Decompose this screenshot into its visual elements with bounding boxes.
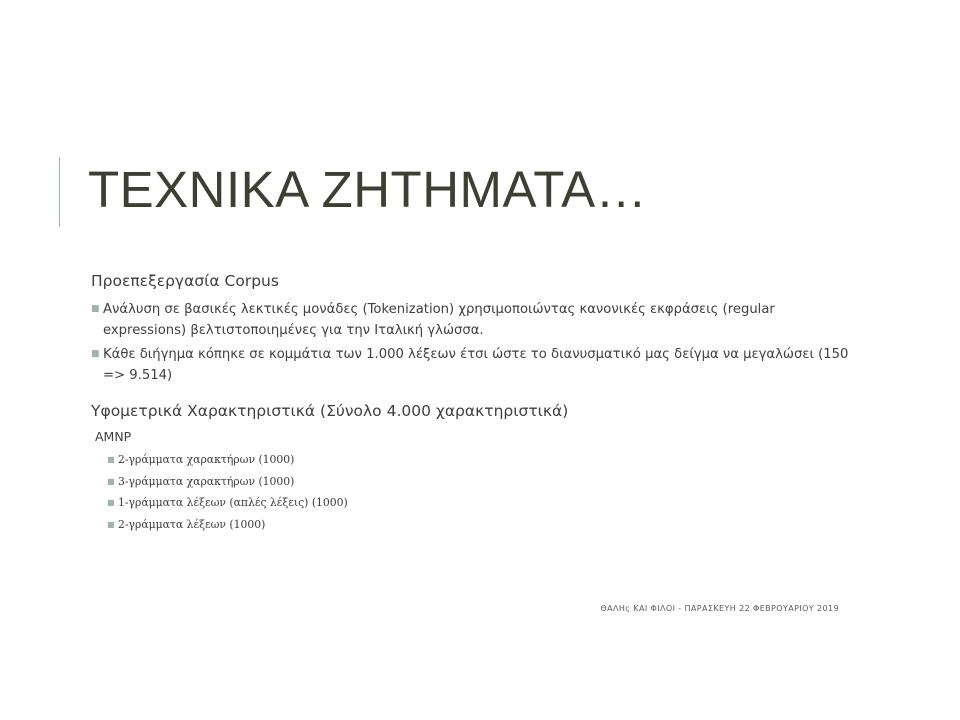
list-item-text: Κάθε διήγημα κόπηκε σε κομμάτια των 1.000 λέξεων έτσι ώστε το διανυσματικό μας δείγμα να μεγαλώσει (150 => 9.514) [103,347,849,383]
slide-title: ΤΕΧΝΙΚΑ ΖΗΤΗΜΑΤΑ… [88,161,648,218]
bullet-icon: ■ [107,476,115,486]
list-item-text: 2-γράμματα λέξεων (1000) [118,517,266,531]
bullet-icon: ■ [91,349,100,359]
list-item-text: Ανάλυση σε βασικές λεκτικές μονάδες (Tokenization) χρησιμοποιώντας κανονικές εκφράσεις (regular expressions) βελτιστοποιημένες για την Ιταλική γλώσσα. [103,302,775,338]
list-item-text: 2-γράμματα χαρακτήρων (1000) [118,453,295,466]
features-list [107,449,851,535]
list-item-text: 3-γράμματα χαρακτήρων (1000) [118,474,295,488]
slide-content [91,270,851,535]
features-heading: Υφομετρικά Χαρακτηριστικά (Σύνολο 4.000 χαρακτηριστικά) [91,402,569,420]
slide-footer: ΘΑΛΗς ΚΑΙ ΦΙΛΟΙ - ΠΑΡΑΣΚΕΥΗ 22 ΦΕΒΡΟΥΑΡΙΟΥ 2019 [600,604,839,613]
preprocessing-list [91,299,851,386]
features-subheading: AMNP [95,429,132,444]
bullet-icon: ■ [107,498,115,507]
title-accent-bar [59,157,60,227]
preprocessing-heading: Προεπεξεργασία Corpus [91,272,279,290]
list-item [91,299,851,341]
list-item [107,449,851,471]
bullet-icon: ■ [107,519,115,529]
list-item [107,514,851,536]
list-item [91,344,851,386]
list-item [107,492,851,514]
bullet-icon: ■ [91,304,100,314]
list-item-text: 1-γράμματα λέξεων (απλές λέξεις) (1000) [118,496,348,509]
bullet-icon: ■ [107,455,115,464]
list-item [107,471,851,493]
